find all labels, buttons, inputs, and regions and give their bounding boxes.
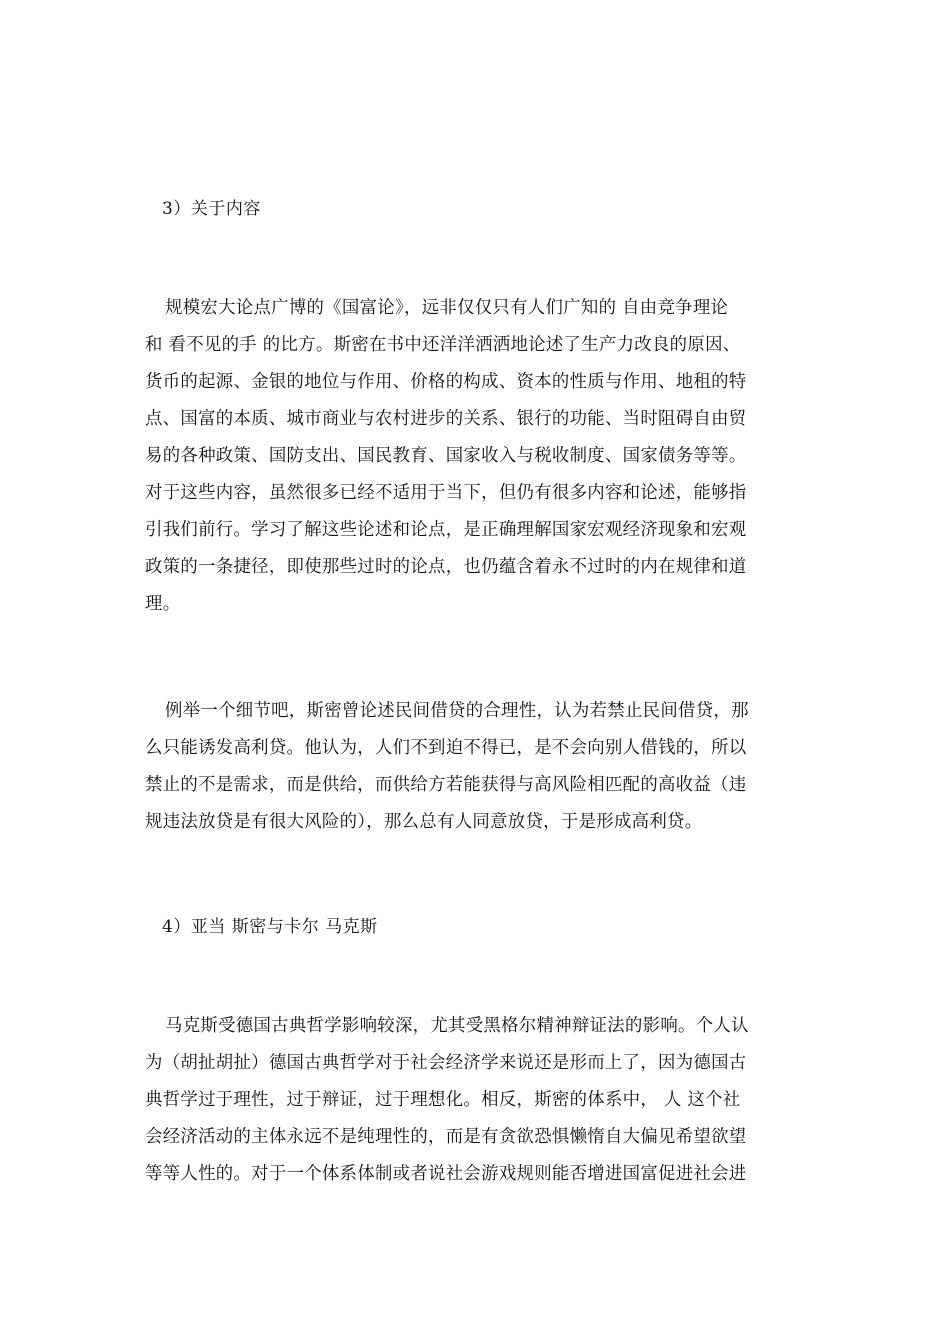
paragraph-line: 马克斯受德国古典哲学影响较深，尤其受黑格尔精神辩证法的影响。个人认 — [165, 1016, 749, 1036]
paragraph-line: 政策的一条捷径，即使那些过时的论点，也仍蕴含着永不过时的内在规律和道 — [145, 557, 747, 577]
paragraph-line: 等等人性的。对于一个体系体制或者说社会游戏规则能否增进国富促进社会进 — [145, 1164, 747, 1184]
paragraph-line: 为（胡扯胡扯）德国古典哲学对于社会经济学来说还是形而上了，因为德国古 — [145, 1053, 747, 1073]
paragraph-line: 对于这些内容，虽然很多已经不适用于当下，但仍有很多内容和论述，能够指 — [145, 483, 747, 503]
paragraph-private-lending — [145, 693, 805, 841]
paragraph-line: 会经济活动的主体永远不是纯理性的，而是有贪欲恐惧懒惰自大偏见希望欲望 — [145, 1127, 747, 1147]
paragraph-line: 易的各种政策、国防支出、国民教育、国家收入与税收制度、国家债务等等。 — [145, 446, 747, 466]
paragraph-line: 点、国富的本质、城市商业与农村进步的关系、银行的功能、当时阻碍自由贸 — [145, 409, 747, 429]
paragraph-line: 和 看不见的手 的比方。斯密在书中还洋洋洒洒地论述了生产力改良的原因、 — [145, 335, 741, 355]
paragraph-wealth-of-nations — [145, 290, 805, 623]
paragraph-line: 规违法放贷是有很大风险的），那么总有人同意放贷，于是形成高利贷。 — [145, 812, 703, 832]
section-heading-contents: 3）关于内容 — [162, 199, 261, 219]
paragraph-line: 理。 — [145, 594, 181, 614]
paragraph-line: 典哲学过于理性，过于辩证，过于理想化。相反，斯密的体系中， 人 这个社 — [145, 1090, 741, 1110]
paragraph-line: 引我们前行。学习了解这些论述和论点，是正确理解国家宏观经济现象和宏观 — [145, 520, 747, 540]
section-heading-smith-marx: 4）亚当 斯密与卡尔 马克斯 — [162, 917, 378, 937]
paragraph-line: 货币的起源、金银的地位与作用、价格的构成、资本的性质与作用、地租的特 — [145, 372, 747, 392]
paragraph-line: 么只能诱发高利贷。他认为，人们不到迫不得已，是不会向别人借钱的，所以 — [145, 738, 747, 758]
paragraph-marx-hegel — [145, 1008, 805, 1193]
paragraph-line: 禁止的不是需求，而是供给，而供给方若能获得与高风险相匹配的高收益（违 — [145, 775, 747, 795]
paragraph-line: 例举一个细节吧，斯密曾论述民间借贷的合理性，认为若禁止民间借贷，那 — [165, 701, 749, 721]
paragraph-line: 规模宏大论点广博的《国富论》，远非仅仅只有人们广知的 自由竞争理论 — [165, 298, 729, 318]
